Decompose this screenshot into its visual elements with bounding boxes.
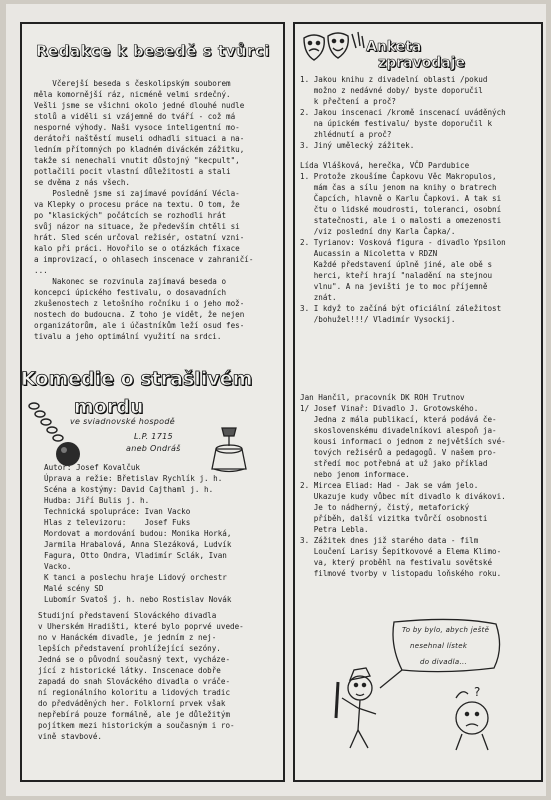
question-line: 2. Jakou inscenaci /kromě inscenací uváděných (300, 108, 506, 117)
article-line: ... (34, 266, 48, 275)
credit-line: Autor: Josef Kovalčuk (44, 463, 141, 472)
play-review (38, 610, 244, 742)
answer-line: středí moc potřebná at už jako příklad (300, 459, 488, 468)
article-line: měla komornější ráz, nicméně velmi srdečný. (34, 90, 231, 99)
credit-line: Hudba: Jiří Bulis j. h. (44, 496, 150, 505)
review-line: vině stavbové. (38, 732, 103, 741)
answer-line: skoslovenskému divadelníkovi alespoň ja- (300, 426, 497, 435)
question-line: 3. Jiný umělecký zážitek. (300, 141, 415, 150)
article-line: stolů a viděli si vzájemně do tváří - což má (34, 112, 236, 121)
play-title-line1: Komedie o strašlivém (21, 368, 253, 390)
article-line: hrát. Sled scén určoval režisér, ostatní vzni- (34, 233, 245, 242)
article-line: Včerejší beseda s českolipským souborem (34, 79, 231, 88)
article-line: Nakonec se rozvinula zajímavá beseda o (34, 277, 227, 286)
left-article-body (34, 78, 253, 342)
cartoon-caption-1: To by bylo, abych ještě (402, 626, 490, 634)
answer-line: tových režisérů a pedagogů. V našem pro- (300, 448, 497, 457)
article-line: takže si nenechali vnutit důstojný "kecpult", (34, 156, 240, 165)
answer-line: herci, kteří hrají "naladění na stejnou (300, 271, 493, 280)
answer-line: 2. Mircea Eliad: Had - Jak se vám jelo. (300, 481, 479, 490)
article-line: derátoři naštěstí museli odhadli situaci a na- (34, 134, 245, 143)
review-line: Studijní představení Slováckého divadla (38, 611, 217, 620)
play-credits (44, 462, 231, 605)
review-line: pojítkem mezi historickým a současným i ro- (38, 721, 235, 730)
article-line: tivalu a jeho optimální využití na srdci. (34, 332, 222, 341)
answer-line: 1. Protože zkoušíme Čapkovu Věc Makropulos, (300, 172, 497, 181)
survey-answers-hancil (300, 392, 506, 579)
answer-line: nebo jenom informace. (300, 470, 410, 479)
answer-line: /bohužel!!!/ Vladimír Vysockij. (300, 315, 456, 324)
credit-line: Lubomír Svatoš j. h. nebo Rostislav Novák (44, 595, 232, 604)
theatre-masks-icon (300, 28, 370, 68)
answer-line: va, který proběhl na festivalu sovětské (300, 558, 493, 567)
credit-line: Fagura, Otto Ondra, Vladimír Sclák, Ivan (44, 551, 227, 560)
review-line: v Uherském Hradišti, které bylo poprvé uvede- (38, 622, 244, 631)
answer-line: znát. (300, 293, 337, 302)
answer-line: Jan Hančil, pracovník DK ROH Trutnov (300, 393, 465, 402)
article-line: koncepci úpického festivalu, o dosavadních (34, 288, 227, 297)
cartoon-caption-2: nesehnal lístek (410, 642, 468, 650)
article-line: svůj názor na situace, že především chtěli si (34, 222, 240, 231)
play-subtitle-3: aneb Ondráš (126, 444, 181, 453)
credit-line: Hlas z televizoru: Josef Fuks (44, 518, 191, 527)
question-line: možno z nedávné doby/ byste doporučil (300, 86, 483, 95)
answer-line: Petra Lebla. (300, 525, 369, 534)
article-line: nesporné výhody. Naši vysoce inteligentní mo- (34, 123, 240, 132)
survey-heading-2: zpravodaje (378, 55, 466, 71)
left-heading: Redakce k besedě s tvůrci (36, 42, 270, 60)
article-line: zkušenostech z letošního ročníku i o jeho mož- (34, 299, 245, 308)
review-line: ní regionálního koloritu a lidových tradic (38, 688, 231, 697)
credit-line: Technická spolupráce: Ivan Vacko (44, 507, 191, 516)
review-line: lepších představení prohlížející sezóny. (38, 644, 221, 653)
answer-line: filmové tvorby v listopadu loňského roku. (300, 569, 502, 578)
article-line: organizátorům, ale i účastníkům leží osud fes- (34, 321, 245, 330)
article-line: kalo při práci. Hovořilo se o otázkách fixace (34, 244, 240, 253)
answer-line: 1/ Josef Vinař: Divadlo J. Grotowského. (300, 404, 479, 413)
answer-line: Aucassin a Nicoletta v RDZN (300, 249, 438, 258)
article-line: ledním přítomných po kladném diváckém zážitku, (34, 145, 245, 154)
answer-line: mám čas a sílu jenom na knihy o bratrech (300, 183, 497, 192)
answer-line: Lída Vlášková, herečka, VČD Pardubice (300, 161, 470, 170)
play-title-line2: mordu (74, 396, 144, 418)
review-line: jící z historické látky. Inscenace dobře (38, 666, 221, 675)
svg-text:?: ? (474, 685, 481, 699)
answer-line: Čapcích, hlavně o Karlu Čapkovi. A tak si (300, 194, 502, 203)
review-line: zapadá do snah Slováckého divadla o vráče- (38, 677, 231, 686)
review-line: do předváděných her. Folklorní prvek však (38, 699, 226, 708)
article-line: potlačili pocit vlastní důležitosti a stali (34, 167, 231, 176)
survey-answers-vlaskova (300, 160, 506, 325)
credit-line: Mordovat a mordování budou: Monika Horká, (44, 529, 232, 538)
article-line: po "klasických" počátcích se rozhodli hrát (34, 211, 227, 220)
play-subtitle-1: ve sviadnovské hospodě (70, 417, 175, 426)
answer-line: čtu o lidské moudrosti, toleranci, osobní (300, 205, 502, 214)
article-line: a improvizací, o ohlasech inscenace v zahraničí- (34, 255, 254, 264)
play-subtitle-2: L.P. 1715 (134, 432, 173, 441)
answer-line: Je to nádherný, čistý, metaforický (300, 503, 470, 512)
credit-line: Vacko. (44, 562, 72, 571)
answer-line: 3. Zážitek dnes již starého data - film (300, 536, 479, 545)
answer-line: vlnu". A na jevišti je to moc příjemně (300, 282, 488, 291)
review-line: no v Hanáckém divadle, je jedním z nej- (38, 633, 217, 642)
review-line: Jedná se o původní současný text, vycháze- (38, 655, 231, 664)
article-line: va Klepky o procesu práce na textu. O tom, že (34, 200, 240, 209)
question-line: 1. Jakou knihu z divadelní oblasti /pokud (300, 75, 488, 84)
credit-line: Scéna a kostýmy: David Cajthaml j. h. (44, 485, 214, 494)
article-line: Vešli jsme se všichni okolo jedné dlouhé nudle (34, 101, 245, 110)
answer-line: /viz poslední dny Karla Čapka/. (300, 227, 456, 236)
question-line: na úpickém festivalu/ byste doporučil k (300, 119, 493, 128)
cartoon-caption-3: do divadla... (420, 658, 468, 666)
survey-heading-1: Anketa (366, 39, 422, 55)
answer-line: Loučení Larisy Šepitkovové a Elema Klimo- (300, 547, 502, 556)
answer-line: statečnosti, ale i o malosti a omezenosti (300, 216, 502, 225)
cartoon-drawing (306, 618, 506, 758)
answer-line: kousi informaci o jednom z největších své- (300, 437, 506, 446)
credit-line: K tanci a poslechu hraje Lidový orchestr (44, 573, 227, 582)
answer-line: příběh, další vizitka tvůrčí osobnosti (300, 514, 488, 523)
article-line: nostech do budoucna. Z toho je vidět, že nejen (34, 310, 245, 319)
question-line: k přečtení a proč? (300, 97, 397, 106)
question-line: zhlédnutí a proč? (300, 130, 392, 139)
answer-line: 3. I když to začíná být oficiální záležitost (300, 304, 502, 313)
newsletter-page (6, 4, 546, 796)
credit-line: Úprava a režie: Břetislav Rychlík j. h. (44, 474, 223, 483)
review-line: nepřebírá pouze formálně, ale je důležitým (38, 710, 231, 719)
answer-line: Ukazuje kudy vůbec mít divadlo k divákovi. (300, 492, 506, 501)
article-line: se dvěma z nás všech. (34, 178, 131, 187)
credit-line: Malé scény SD (44, 584, 104, 593)
answer-line: 2. Tyrianov: Vosková figura - divadlo Ypsilon (300, 238, 506, 247)
article-line: Posledně jsme si zajímavé povídání Vécla- (34, 189, 240, 198)
survey-questions (300, 74, 506, 151)
answer-line: Každé představení úplně jiné, ale obě s (300, 260, 493, 269)
credit-line: Jarmila Hrabalová, Anna Slezáková, Ludvík (44, 540, 232, 549)
answer-line: Jedna z mála publikací, která podává če- (300, 415, 497, 424)
